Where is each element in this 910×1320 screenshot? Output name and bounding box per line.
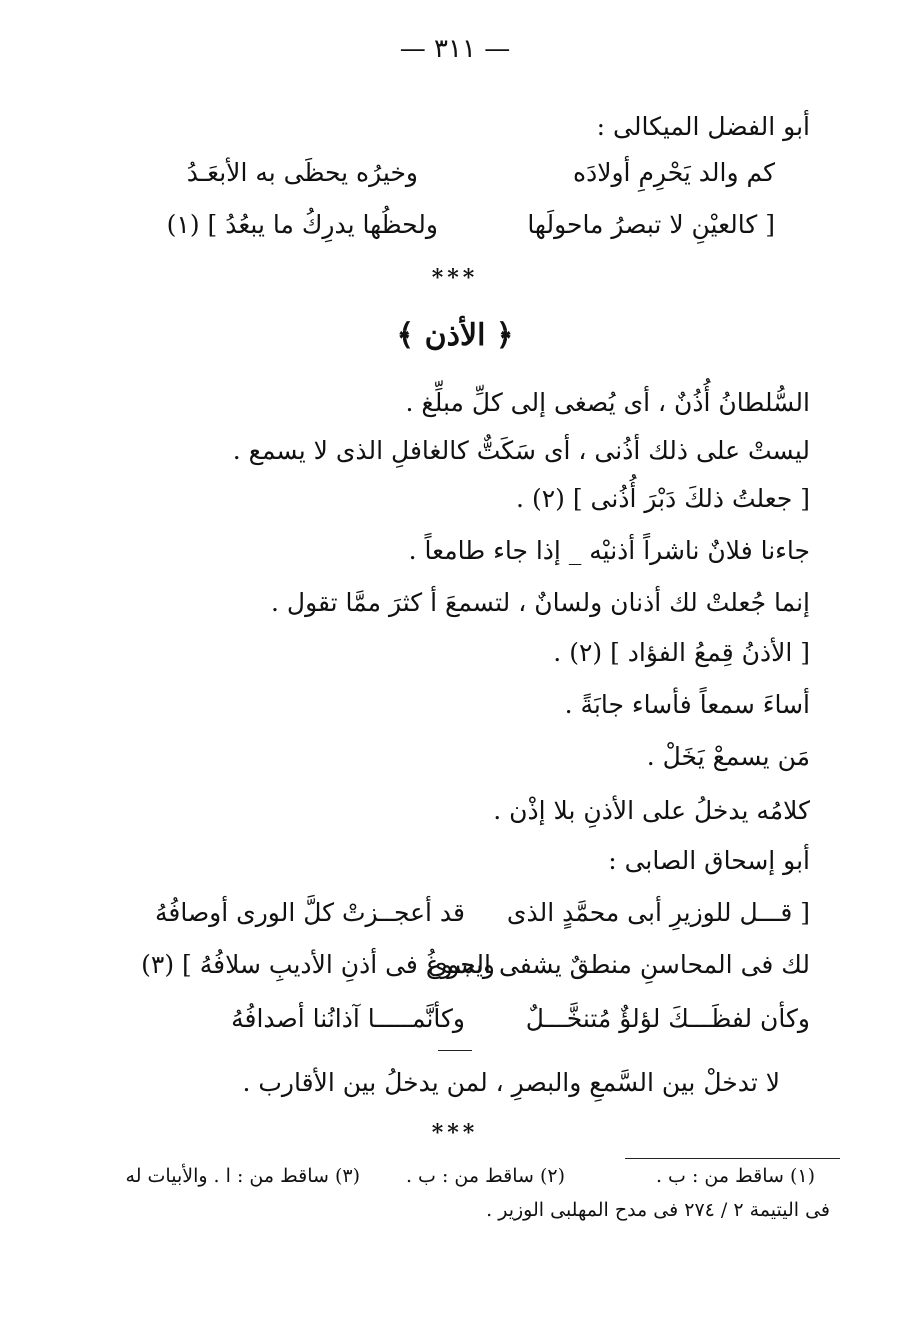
poem1-verse2-second: ولحظُها يدرِكُ ما يبعُدُ ] (١) [166, 210, 438, 239]
section-title: ﴿ الأذن ﴾ [396, 318, 514, 353]
saying-3: [ جعلتُ ذلكَ دَبْرَ أُذُنى ] (٢) . [516, 484, 810, 513]
footnote-3: (٣) ساقط من : ا . والأبيات له [125, 1165, 360, 1187]
saying-8: مَن يسمعْ يَخَلْ . [646, 742, 810, 771]
poem2-verse1-first: [ قـــل للوزيرِ أبى محمَّدٍ الذى [506, 898, 810, 927]
poet2-attribution: أبو إسحاق الصابى : [608, 846, 810, 875]
section-separator: *** [431, 265, 479, 291]
saying-1: السُّلطانُ أُذُنٌ ، أى يُصغى إلى كلِّ مبلِّغ . [405, 388, 810, 417]
poem1-verse2-first: [ كالعيْنِ لا تبصرُ ماحولَها [527, 210, 775, 239]
saying-9: كلامُه يدخلُ على الأذنِ بلا إذْن . [493, 796, 810, 825]
short-divider [438, 1050, 472, 1051]
poem1-verse1-second: وخيرُه يحظَى به الأبعَـدُ [186, 158, 418, 187]
footnote-2: (٢) ساقط من : ب . [405, 1165, 565, 1187]
footnote-3-continued: فى اليتيمة ٢ / ٢٧٤ فى مدح المهلبى الوزير . [486, 1199, 830, 1221]
poem2-verse2-first: لك فى المحاسنِ منطقٌ يشفى الجوى [427, 950, 810, 979]
saying-7: أساءَ سمعاً فأساء جابَةً . [564, 690, 810, 719]
closing-saying: لا تدخلْ بين السَّمعِ والبصرِ ، لمن يدخلُ بين الأقارب . [242, 1068, 780, 1097]
poet-attribution: أبو الفضل الميكالى : [596, 112, 810, 141]
footnote-rule [625, 1158, 840, 1159]
page-number: — ٣١١ — [399, 34, 511, 64]
footnote-1: (١) ساقط من : ب . [655, 1165, 815, 1187]
poem2-verse3-first: وكأن لفظَـــكَ لؤلؤٌ مُتنخَّـــلٌ [525, 1004, 810, 1033]
saying-2: ليستْ على ذلك أذُنى ، أى سَكَتٌّ كالغافلِ الذى لا يسمع . [232, 436, 810, 465]
poem2-verse3-second: وكأنَّمـــــا آذانُنا أصدافُهُ [231, 1004, 465, 1033]
poem2-verse2-second: ويسوغُ فى أذنِ الأديبِ سلافُهُ ] (٣) [141, 950, 495, 979]
saying-6: [ الأذنُ قِمعُ الفؤاد ] (٢) . [553, 638, 810, 667]
poem2-verse1-second: قد أعجــزتْ كلَّ الورى أوصافُهُ [154, 898, 465, 927]
saying-5: إنما جُعلتْ لك أذنان ولسانٌ ، لتسمعَ أ كثرَ ممَّا تقول . [271, 588, 810, 617]
saying-4: جاءنا فلانٌ ناشراً أذنيْه _ إذا جاء طامعاً . [408, 536, 810, 565]
closing-separator: *** [431, 1120, 479, 1146]
poem1-verse1-first: كم والد يَحْرِمِ أولادَه [572, 158, 775, 187]
